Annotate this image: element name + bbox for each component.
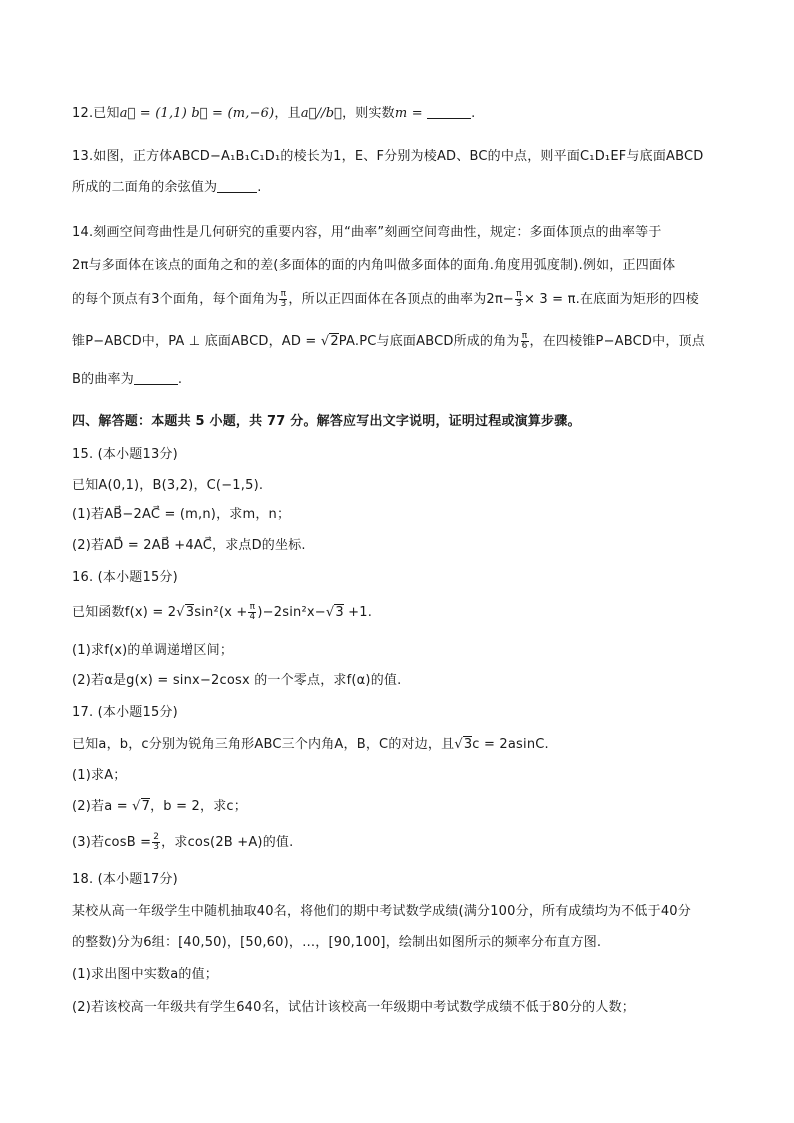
question-15-part-2: (2)若AD⃗ = 2AB⃗ +4AC⃗，求点D的坐标. xyxy=(72,538,306,553)
answer-blank[interactable] xyxy=(427,104,471,119)
question-15-part-1: (1)若AB⃗−2AC⃗ = (m,n)，求m，n； xyxy=(72,507,291,522)
answer-blank[interactable] xyxy=(134,370,178,385)
sqrt-sign: √ xyxy=(132,799,141,814)
question-18-line-1: 某校从高一年级学生中随机抽取40名，将他们的期中考试数学成绩(满分100分，所有成绩均为不低于40分 xyxy=(72,904,691,919)
question-15-stem: 已知A(0,1)，B(3,2)，C(−1,5). xyxy=(72,478,264,493)
question-16-head: 16. (本小题15分) xyxy=(72,570,178,585)
fraction: $\frac{\pi}{4}$ xyxy=(249,602,256,622)
question-17-head: 17. (本小题15分) xyxy=(72,705,178,720)
question-14-line-3: 的每个顶点有3个面角，每个面角为 $\frac{\pi}{3}$ ，所以正四面体在各顶点的曲率为2π− $\frac{\pi}{3}$ × 3 = π.在底面为矩形的四棱 xyxy=(72,289,699,309)
question-14-line-4: 锥P−ABCD中，PA ⊥ 底面ABCD，AD = √2PA.PC与底面ABCD所成的角为 $\frac{\pi}{6}$ ，在四棱锥P−ABCD中，顶点 xyxy=(72,331,705,351)
question-18-part-2: (2)若该校高一年级共有学生640名，试估计该校高一年级期中考试数学成绩不低于80分的人数； xyxy=(72,1000,635,1015)
section-heading: 四、解答题：本题共 5 小题，共 77 分。解答应写出文字说明，证明过程或演算步骤。 xyxy=(72,414,581,429)
question-13-line-1: 13.如图，正方体ABCD−A₁B₁C₁D₁的棱长为1，E、F分别为棱AD、BC的中点，则平面C₁D₁EF与底面ABCD xyxy=(72,149,704,164)
fraction: $\frac{\pi}{3}$ xyxy=(516,289,522,309)
question-18-part-1: (1)求出图中实数a的值； xyxy=(72,967,218,982)
question-13-line-2: 所成的二面角的余弦值为 . xyxy=(72,180,262,195)
question-14-line-5: B的曲率为 . xyxy=(72,372,183,387)
question-16-stem: 已知函数f(x) = 2√3sin²(x + $\frac{\pi}{4}$ )−2sin²x−√3 +1. xyxy=(72,602,373,622)
question-14-line-2: 2π与多面体在该点的面角之和的差(多面体的面的内角叫做多面体的面角.角度用弧度制).例如，正四面体 xyxy=(72,258,676,273)
question-17-stem: 已知a，b，c分别为锐角三角形ABC三个内角A，B，C的对边，且√3c = 2asinC. xyxy=(72,737,549,752)
answer-blank[interactable] xyxy=(217,178,257,193)
sqrt-sign: √ xyxy=(325,605,335,620)
question-15-head: 15. (本小题13分) xyxy=(72,447,178,462)
fraction: $\frac{2}{3}$ xyxy=(153,832,160,852)
question-14-line-1: 14.刻画空间弯曲性是几何研究的重要内容，用“曲率”刻画空间弯曲性，规定：多面体顶点的曲率等于 xyxy=(72,225,662,240)
fraction: $\frac{\pi}{3}$ xyxy=(280,289,287,309)
question-18-line-2: 的整数)分为6组：[40,50)，[50,60)，…，[90,100]，绘制出如图所示的频率分布直方图. xyxy=(72,935,602,950)
question-17-part-3: (3)若cosB = $\frac{2}{3}$ ，求cos(2B +A)的值. xyxy=(72,832,294,852)
sqrt-sign: √ xyxy=(454,737,463,752)
sqrt-sign: √ xyxy=(320,334,330,349)
question-17-part-2: (2)若a = √7，b = 2，求c； xyxy=(72,799,247,814)
fraction: $\frac{\pi}{6}$ xyxy=(521,331,528,351)
sqrt-sign: √ xyxy=(176,605,185,620)
question-12: 12.已知a⃗ = (1,1) b⃗ = (m,−6)，且a⃗//b⃗，则实数m = . xyxy=(72,106,476,121)
question-16-part-1: (1)求f(x)的单调递增区间； xyxy=(72,643,234,658)
question-16-part-2: (2)若α是g(x) = sinx−2cosx 的一个零点，求f(α)的值. xyxy=(72,673,402,688)
question-18-head: 18. (本小题17分) xyxy=(72,872,178,887)
question-17-part-1: (1)求A； xyxy=(72,768,127,783)
